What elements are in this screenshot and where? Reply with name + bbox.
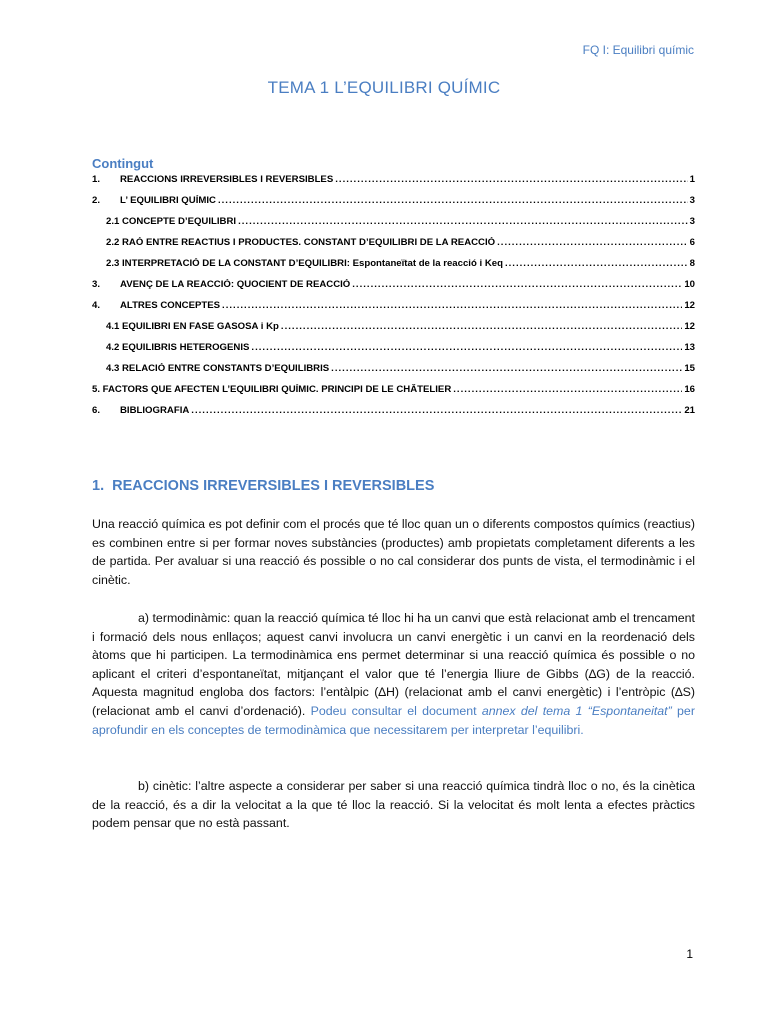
toc-entry-page: 15 xyxy=(684,363,695,374)
toc-entry-5[interactable] xyxy=(92,384,695,405)
running-header: FQ I: Equilibri químic xyxy=(582,43,694,57)
toc-entry-4-2[interactable] xyxy=(92,342,695,363)
toc-entry-label: 4.2 EQUILIBRIS HETEROGENIS xyxy=(106,342,250,353)
toc-entry-page: 13 xyxy=(684,342,695,353)
toc-entry-label: BIBLIOGRAFIA xyxy=(120,405,190,416)
toc-entry-page: 16 xyxy=(684,384,695,395)
toc-dot-leader xyxy=(497,237,688,248)
toc-dot-leader xyxy=(335,174,687,185)
annex-link[interactable]: annex del tema 1 “Espontaneitat” xyxy=(481,703,672,718)
toc-entry-page: 3 xyxy=(689,195,695,206)
toc-entry-number: 2. xyxy=(92,195,101,206)
toc-entry-label: 2.3 INTERPRETACIÓ DE LA CONSTANT D’EQUILIBRI: Espontaneïtat de la reacció i Keq xyxy=(106,258,503,269)
toc-entry-page: 21 xyxy=(684,405,695,416)
toc-entry-4[interactable] xyxy=(92,300,695,321)
paragraph-kinetic xyxy=(92,777,695,833)
toc-entry-label: 4.1 EQUILIBRI EN FASE GASOSA i Kp xyxy=(106,321,279,332)
toc-entry-2-3[interactable] xyxy=(92,258,695,279)
toc-dot-leader xyxy=(352,279,682,290)
paragraph-thermodynamic-text: a) termodinàmic: quan la reacció química té lloc hi ha un canvi que està relacionat amb el trencament i formació dels nous enllaços; aquest canvi involucra un canvi energètic i un canvi en la reordenació dels àtoms que hi participen. La termodinàmica ens permet determinar si una reacció química és possible o no aplicant el criteri d’espontaneïtat, mitjançant el valor que té l’energia lliure de Gibbs (∆G) de la reacció. Aquesta magnitud engloba dos factors: l’entàlpic (∆H) (relacionat amb el canvi energètic) i l’entròpic (∆S) (relacionat amb el canvi d’ordenació). xyxy=(92,611,695,718)
toc-entry-label: 4.3 RELACIÓ ENTRE CONSTANTS D’EQUILIBRIS xyxy=(106,363,330,374)
toc-entry-page: 12 xyxy=(684,300,695,311)
toc-entry-3[interactable] xyxy=(92,279,695,300)
toc-entry-label: ALTRES CONCEPTES xyxy=(120,300,221,311)
toc-entry-label: REACCIONS IRREVERSIBLES I REVERSIBLES xyxy=(120,174,334,185)
toc-entry-page: 1 xyxy=(689,174,695,185)
section-title: REACCIONS IRREVERSIBLES I REVERSIBLES xyxy=(112,478,435,494)
toc-dot-leader xyxy=(281,321,682,332)
toc-entry-1[interactable] xyxy=(92,174,695,195)
toc-entry-page: 8 xyxy=(689,258,695,269)
toc-dot-leader xyxy=(453,384,682,395)
toc-entry-number: 6. xyxy=(92,405,101,416)
toc-entry-2[interactable] xyxy=(92,195,695,216)
toc-entry-label: AVENÇ DE LA REACCIÓ: QUOCIENT DE REACCIÓ xyxy=(120,279,351,290)
toc-entry-page: 3 xyxy=(689,216,695,227)
toc-entry-label: 2.1 CONCEPTE D’EQUILIBRI xyxy=(106,216,237,227)
toc-entry-label: 5. FACTORS QUE AFECTEN L’EQUILIBRI QUÍMIC. PRINCIPI DE LE CHÂTELIER xyxy=(92,384,452,395)
toc-dot-leader xyxy=(238,216,688,227)
paragraph-intro: Una reacció química es pot definir com el procés que té lloc quan un o diferents compostos químics (reactius) es combinen entre si per formar noves substàncies (productes) amb propietats completament diferents a les de partida. Per avaluar si una reacció és possible o no cal considerar dos punts de vista, el termodinàmic i el cinètic. xyxy=(92,517,695,587)
toc-entry-4-1[interactable] xyxy=(92,321,695,342)
paragraph-kinetic-text: b) cinètic: l’altre aspecte a considerar per saber si una reacció química tindrà lloc o no, és la cinètica de la reacció, és a dir la velocitat a la que té lloc la reacció. Si la velocitat és molt lenta a efectes pràctics podem pensar que no està passant. xyxy=(92,779,695,831)
annex-reference[interactable]: Podeu consultar el document annex del tema 1 “Espontaneitat” per aprofundir en els conceptes de termodinàmica que necessitarem per interpretar l’equilibri. xyxy=(92,703,695,737)
toc-entry-number: 1. xyxy=(92,174,101,185)
toc-entry-label: L’ EQUILIBRI QUÍMIC xyxy=(120,195,216,206)
toc-dot-leader xyxy=(222,300,682,311)
toc-heading: Contingut xyxy=(92,156,154,171)
toc-entry-label: 2.2 RAÓ ENTRE REACTIUS I PRODUCTES. CONSTANT D’EQUILIBRI DE LA REACCIÓ xyxy=(106,237,496,248)
toc-entry-2-1[interactable] xyxy=(92,216,695,237)
toc-dot-leader xyxy=(191,405,682,416)
section-heading xyxy=(92,478,434,494)
table-of-contents xyxy=(92,174,695,426)
toc-dot-leader xyxy=(218,195,688,206)
toc-entry-page: 6 xyxy=(689,237,695,248)
toc-dot-leader xyxy=(331,363,682,374)
toc-entry-page: 10 xyxy=(684,279,695,290)
toc-dot-leader xyxy=(251,342,682,353)
toc-entry-6[interactable] xyxy=(92,405,695,426)
toc-entry-4-3[interactable] xyxy=(92,363,695,384)
section-number: 1. xyxy=(92,478,105,494)
toc-dot-leader xyxy=(505,258,688,269)
paragraph-thermodynamic xyxy=(92,609,695,739)
toc-entry-page: 12 xyxy=(684,321,695,332)
toc-entry-number: 3. xyxy=(92,279,101,290)
toc-entry-number: 4. xyxy=(92,300,101,311)
document-title: TEMA 1 L’EQUILIBRI QUÍMIC xyxy=(267,78,501,97)
toc-entry-2-2[interactable] xyxy=(92,237,695,258)
page-number: 1 xyxy=(686,947,693,961)
